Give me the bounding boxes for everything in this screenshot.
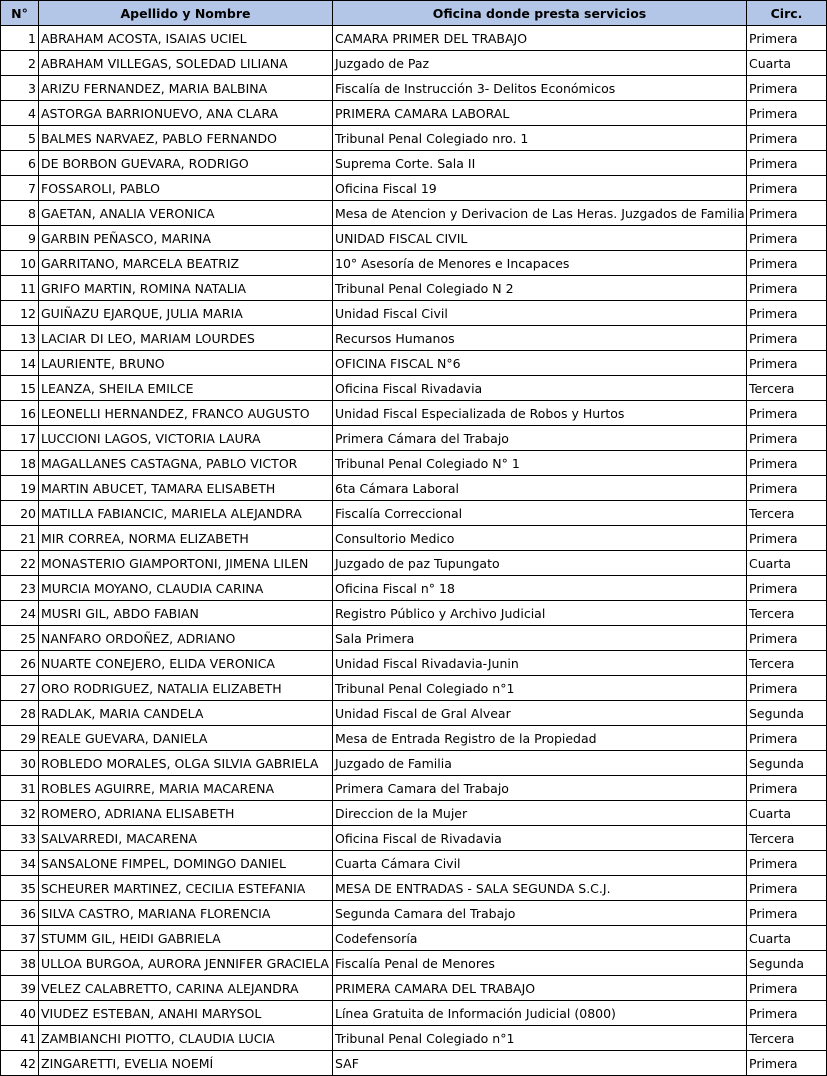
row-name-cell: LUCCIONI LAGOS, VICTORIA LAURA: [39, 426, 333, 451]
row-number-cell: 11: [1, 276, 39, 301]
row-name-cell: SCHEURER MARTINEZ, CECILIA ESTEFANIA: [39, 876, 333, 901]
row-office-cell: Fiscalía de Instrucción 3- Delitos Económicos: [333, 76, 747, 101]
row-number-cell: 35: [1, 876, 39, 901]
table-row: [1, 801, 827, 826]
row-name-cell: MONASTERIO GIAMPORTONI, JIMENA LILEN: [39, 551, 333, 576]
row-name-cell: VELEZ CALABRETTO, CARINA ALEJANDRA: [39, 976, 333, 1001]
row-office-cell: Unidad Fiscal de Gral Alvear: [333, 701, 747, 726]
table-row: [1, 1001, 827, 1026]
table-row: [1, 726, 827, 751]
row-office-cell: Tribunal Penal Colegiado n°1: [333, 676, 747, 701]
table-row: [1, 1026, 827, 1051]
row-number-cell: 32: [1, 801, 39, 826]
row-circ-cell: Primera: [747, 226, 827, 251]
row-circ-cell: Primera: [747, 526, 827, 551]
row-office-cell: Primera Camara del Trabajo: [333, 776, 747, 801]
row-number-cell: 12: [1, 301, 39, 326]
row-office-cell: UNIDAD FISCAL CIVIL: [333, 226, 747, 251]
row-number-cell: 18: [1, 451, 39, 476]
row-office-cell: Juzgado de paz Tupungato: [333, 551, 747, 576]
table-row: [1, 1051, 827, 1076]
table-row: [1, 301, 827, 326]
table-row: [1, 326, 827, 351]
table-row: [1, 926, 827, 951]
row-name-cell: REALE GUEVARA, DANIELA: [39, 726, 333, 751]
table-row: [1, 251, 827, 276]
row-name-cell: ARIZU FERNANDEZ, MARIA BALBINA: [39, 76, 333, 101]
row-circ-cell: Cuarta: [747, 801, 827, 826]
row-office-cell: Oficina Fiscal 19: [333, 176, 747, 201]
row-number-cell: 29: [1, 726, 39, 751]
row-office-cell: CAMARA PRIMER DEL TRABAJO: [333, 26, 747, 51]
row-circ-cell: Primera: [747, 576, 827, 601]
table-row: [1, 826, 827, 851]
table-row: [1, 776, 827, 801]
row-circ-cell: Primera: [747, 276, 827, 301]
row-name-cell: RADLAK, MARIA CANDELA: [39, 701, 333, 726]
row-name-cell: SALVARREDI, MACARENA: [39, 826, 333, 851]
row-office-cell: Tribunal Penal Colegiado N° 1: [333, 451, 747, 476]
row-number-cell: 26: [1, 651, 39, 676]
row-name-cell: ABRAHAM VILLEGAS, SOLEDAD LILIANA: [39, 51, 333, 76]
row-office-cell: Unidad Fiscal Especializada de Robos y Hurtos: [333, 401, 747, 426]
row-circ-cell: Primera: [747, 201, 827, 226]
table-row: [1, 976, 827, 1001]
row-number-cell: 27: [1, 676, 39, 701]
table-row: [1, 626, 827, 651]
row-circ-cell: Segunda: [747, 951, 827, 976]
table-row: [1, 951, 827, 976]
row-name-cell: ULLOA BURGOA, AURORA JENNIFER GRACIELA: [39, 951, 333, 976]
table-row: [1, 476, 827, 501]
header-name: Apellido y Nombre: [39, 1, 333, 26]
row-office-cell: Cuarta Cámara Civil: [333, 851, 747, 876]
row-circ-cell: Primera: [747, 251, 827, 276]
row-office-cell: SAF: [333, 1051, 747, 1076]
row-circ-cell: Cuarta: [747, 926, 827, 951]
row-name-cell: MURCIA MOYANO, CLAUDIA CARINA: [39, 576, 333, 601]
row-number-cell: 13: [1, 326, 39, 351]
row-name-cell: LEONELLI HERNANDEZ, FRANCO AUGUSTO: [39, 401, 333, 426]
row-office-cell: Sala Primera: [333, 626, 747, 651]
row-office-cell: Registro Público y Archivo Judicial: [333, 601, 747, 626]
row-office-cell: Segunda Camara del Trabajo: [333, 901, 747, 926]
row-circ-cell: Segunda: [747, 701, 827, 726]
row-number-cell: 5: [1, 126, 39, 151]
row-number-cell: 30: [1, 751, 39, 776]
table-row: [1, 376, 827, 401]
row-office-cell: Unidad Fiscal Rivadavia-Junin: [333, 651, 747, 676]
row-office-cell: MESA DE ENTRADAS - SALA SEGUNDA S.C.J.: [333, 876, 747, 901]
row-name-cell: ROBLEDO MORALES, OLGA SILVIA GABRIELA: [39, 751, 333, 776]
table-row: [1, 201, 827, 226]
row-number-cell: 33: [1, 826, 39, 851]
row-office-cell: Fiscalía Correccional: [333, 501, 747, 526]
row-number-cell: 20: [1, 501, 39, 526]
row-name-cell: GARBIN PEÑASCO, MARINA: [39, 226, 333, 251]
row-circ-cell: Cuarta: [747, 51, 827, 76]
row-number-cell: 3: [1, 76, 39, 101]
row-name-cell: NUARTE CONEJERO, ELIDA VERONICA: [39, 651, 333, 676]
row-office-cell: Direccion de la Mujer: [333, 801, 747, 826]
row-name-cell: LEANZA, SHEILA EMILCE: [39, 376, 333, 401]
table-row: [1, 576, 827, 601]
row-circ-cell: Primera: [747, 851, 827, 876]
row-number-cell: 7: [1, 176, 39, 201]
row-office-cell: 6ta Cámara Laboral: [333, 476, 747, 501]
row-number-cell: 10: [1, 251, 39, 276]
row-circ-cell: Primera: [747, 451, 827, 476]
row-office-cell: Línea Gratuita de Información Judicial (0800): [333, 1001, 747, 1026]
table-row: [1, 226, 827, 251]
row-office-cell: Oficina Fiscal de Rivadavia: [333, 826, 747, 851]
table-body: [1, 26, 827, 1076]
row-number-cell: 40: [1, 1001, 39, 1026]
row-office-cell: Consultorio Medico: [333, 526, 747, 551]
row-name-cell: ORO RODRIGUEZ, NATALIA ELIZABETH: [39, 676, 333, 701]
row-number-cell: 14: [1, 351, 39, 376]
table-row: [1, 351, 827, 376]
header-office: Oficina donde presta servicios: [333, 1, 747, 26]
table-row: [1, 401, 827, 426]
row-number-cell: 34: [1, 851, 39, 876]
row-circ-cell: Primera: [747, 726, 827, 751]
row-name-cell: MUSRI GIL, ABDO FABIAN: [39, 601, 333, 626]
row-number-cell: 4: [1, 101, 39, 126]
row-circ-cell: Primera: [747, 426, 827, 451]
row-circ-cell: Tercera: [747, 651, 827, 676]
row-circ-cell: Primera: [747, 676, 827, 701]
table-row: [1, 851, 827, 876]
row-circ-cell: Primera: [747, 476, 827, 501]
row-number-cell: 37: [1, 926, 39, 951]
table-row: [1, 651, 827, 676]
row-circ-cell: Primera: [747, 976, 827, 1001]
table-row: [1, 501, 827, 526]
row-number-cell: 1: [1, 26, 39, 51]
table-row: [1, 101, 827, 126]
row-circ-cell: Tercera: [747, 826, 827, 851]
row-name-cell: DE BORBON GUEVARA, RODRIGO: [39, 151, 333, 176]
row-name-cell: MIR CORREA, NORMA ELIZABETH: [39, 526, 333, 551]
row-name-cell: GUIÑAZU EJARQUE, JULIA MARIA: [39, 301, 333, 326]
row-name-cell: ROMERO, ADRIANA ELISABETH: [39, 801, 333, 826]
table-row: [1, 551, 827, 576]
row-circ-cell: Primera: [747, 901, 827, 926]
table-row: [1, 751, 827, 776]
row-office-cell: Suprema Corte. Sala II: [333, 151, 747, 176]
table-row: [1, 426, 827, 451]
row-name-cell: MARTIN ABUCET, TAMARA ELISABETH: [39, 476, 333, 501]
row-circ-cell: Tercera: [747, 501, 827, 526]
row-number-cell: 25: [1, 626, 39, 651]
row-office-cell: PRIMERA CAMARA LABORAL: [333, 101, 747, 126]
table-row: [1, 901, 827, 926]
row-circ-cell: Primera: [747, 101, 827, 126]
row-circ-cell: Primera: [747, 1051, 827, 1076]
row-office-cell: Primera Cámara del Trabajo: [333, 426, 747, 451]
row-office-cell: Fiscalía Penal de Menores: [333, 951, 747, 976]
row-office-cell: Codefensoría: [333, 926, 747, 951]
row-name-cell: STUMM GIL, HEIDI GABRIELA: [39, 926, 333, 951]
row-number-cell: 6: [1, 151, 39, 176]
row-circ-cell: Primera: [747, 76, 827, 101]
row-office-cell: Tribunal Penal Colegiado nro. 1: [333, 126, 747, 151]
row-office-cell: Mesa de Atencion y Derivacion de Las Heras. Juzgados de Familia: [333, 201, 747, 226]
row-name-cell: ZAMBIANCHI PIOTTO, CLAUDIA LUCIA: [39, 1026, 333, 1051]
row-office-cell: Oficina Fiscal n° 18: [333, 576, 747, 601]
row-number-cell: 38: [1, 951, 39, 976]
table-row: [1, 276, 827, 301]
table-row: [1, 76, 827, 101]
row-number-cell: 15: [1, 376, 39, 401]
row-office-cell: 10° Asesoría de Menores e Incapaces: [333, 251, 747, 276]
row-office-cell: OFICINA FISCAL N°6: [333, 351, 747, 376]
row-name-cell: BALMES NARVAEZ, PABLO FERNANDO: [39, 126, 333, 151]
row-office-cell: Tribunal Penal Colegiado N 2: [333, 276, 747, 301]
row-office-cell: PRIMERA CAMARA DEL TRABAJO: [333, 976, 747, 1001]
row-circ-cell: Primera: [747, 176, 827, 201]
table-row: [1, 526, 827, 551]
table-row: [1, 51, 827, 76]
row-number-cell: 39: [1, 976, 39, 1001]
table-row: [1, 151, 827, 176]
table-row: [1, 601, 827, 626]
row-number-cell: 31: [1, 776, 39, 801]
row-number-cell: 42: [1, 1051, 39, 1076]
row-name-cell: ROBLES AGUIRRE, MARIA MACARENA: [39, 776, 333, 801]
row-circ-cell: Segunda: [747, 751, 827, 776]
row-office-cell: Oficina Fiscal Rivadavia: [333, 376, 747, 401]
row-circ-cell: Primera: [747, 401, 827, 426]
row-number-cell: 41: [1, 1026, 39, 1051]
row-office-cell: Juzgado de Familia: [333, 751, 747, 776]
row-name-cell: GARRITANO, MARCELA BEATRIZ: [39, 251, 333, 276]
row-number-cell: 17: [1, 426, 39, 451]
row-circ-cell: Cuarta: [747, 551, 827, 576]
row-circ-cell: Primera: [747, 626, 827, 651]
header-number: N°: [1, 1, 39, 26]
table-row: [1, 876, 827, 901]
row-office-cell: Mesa de Entrada Registro de la Propiedad: [333, 726, 747, 751]
row-office-cell: Unidad Fiscal Civil: [333, 301, 747, 326]
row-number-cell: 2: [1, 51, 39, 76]
row-circ-cell: Primera: [747, 876, 827, 901]
row-name-cell: LAURIENTE, BRUNO: [39, 351, 333, 376]
row-circ-cell: Tercera: [747, 1026, 827, 1051]
row-name-cell: VIUDEZ ESTEBAN, ANAHI MARYSOL: [39, 1001, 333, 1026]
table-row: [1, 126, 827, 151]
row-name-cell: GRIFO MARTIN, ROMINA NATALIA: [39, 276, 333, 301]
row-circ-cell: Primera: [747, 126, 827, 151]
row-circ-cell: Tercera: [747, 601, 827, 626]
row-name-cell: NANFARO ORDOÑEZ, ADRIANO: [39, 626, 333, 651]
row-number-cell: 8: [1, 201, 39, 226]
row-circ-cell: Tercera: [747, 376, 827, 401]
row-name-cell: FOSSAROLI, PABLO: [39, 176, 333, 201]
row-circ-cell: Primera: [747, 351, 827, 376]
row-number-cell: 16: [1, 401, 39, 426]
row-office-cell: Tribunal Penal Colegiado n°1: [333, 1026, 747, 1051]
row-circ-cell: Primera: [747, 326, 827, 351]
table-row: [1, 451, 827, 476]
row-circ-cell: Primera: [747, 301, 827, 326]
row-number-cell: 24: [1, 601, 39, 626]
row-number-cell: 19: [1, 476, 39, 501]
row-number-cell: 21: [1, 526, 39, 551]
row-number-cell: 23: [1, 576, 39, 601]
table-row: [1, 701, 827, 726]
row-name-cell: ABRAHAM ACOSTA, ISAIAS UCIEL: [39, 26, 333, 51]
row-circ-cell: Primera: [747, 776, 827, 801]
table-row: [1, 676, 827, 701]
row-circ-cell: Primera: [747, 1001, 827, 1026]
table-row: [1, 176, 827, 201]
row-name-cell: SILVA CASTRO, MARIANA FLORENCIA: [39, 901, 333, 926]
row-name-cell: SANSALONE FIMPEL, DOMINGO DANIEL: [39, 851, 333, 876]
row-number-cell: 28: [1, 701, 39, 726]
row-number-cell: 22: [1, 551, 39, 576]
row-number-cell: 36: [1, 901, 39, 926]
row-circ-cell: Primera: [747, 151, 827, 176]
row-name-cell: MATILLA FABIANCIC, MARIELA ALEJANDRA: [39, 501, 333, 526]
row-name-cell: ASTORGA BARRIONUEVO, ANA CLARA: [39, 101, 333, 126]
header-circ: Circ.: [747, 1, 827, 26]
row-name-cell: MAGALLANES CASTAGNA, PABLO VICTOR: [39, 451, 333, 476]
header-row: [1, 1, 827, 26]
row-office-cell: Recursos Humanos: [333, 326, 747, 351]
row-name-cell: ZINGARETTI, EVELIA NOEMÍ: [39, 1051, 333, 1076]
row-number-cell: 9: [1, 226, 39, 251]
row-office-cell: Juzgado de Paz: [333, 51, 747, 76]
row-circ-cell: Primera: [747, 26, 827, 51]
table-row: [1, 26, 827, 51]
row-name-cell: GAETAN, ANALIA VERONICA: [39, 201, 333, 226]
row-name-cell: LACIAR DI LEO, MARIAM LOURDES: [39, 326, 333, 351]
